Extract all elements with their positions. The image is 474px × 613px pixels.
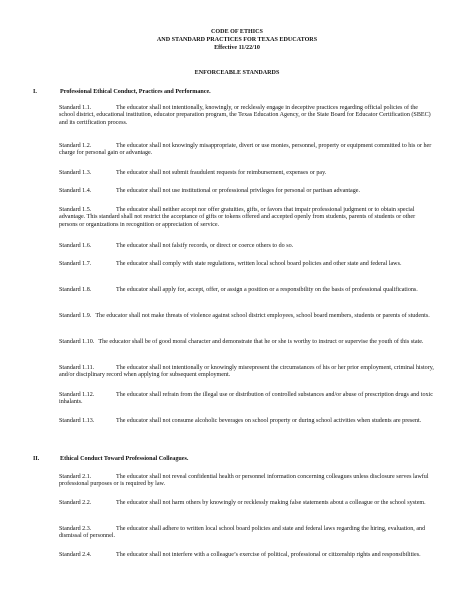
standard-text: The educator shall not harm others by knowingly or recklessly making false statements about a colleague or the school system. [116,500,426,506]
standard-text: The educator shall neither accept nor offer gratuities, gifts, or favors that impair professional judgment or to obtain special advantage. This standard shall not restrict the acceptance of gifts or tokens offered and accepted openly from students, parents of students or other persons or organizations in recognition or appreciation of service. [59,207,416,228]
standard-1-12 [59,392,434,407]
standard-text: The educator shall comply with state regulations, written local school board policies and other state and federal laws. [116,261,402,267]
section-title: Ethical Conduct Toward Professional Colleagues. [60,456,189,462]
standard-label: Standard 1.6. [59,243,92,249]
standard-text: The educator shall not use institutional or professional privileges for personal or partisan advantage. [116,188,361,194]
section-number: II. [33,456,40,462]
standard-label: Standard 2.1. [59,474,92,480]
standard-label: Standard 2.4. [59,552,92,558]
standard-1-2 [59,143,434,158]
standard-label: Standard 1.13. [59,418,95,424]
standard-text: The educator shall not intentionally or knowingly misrepresent the circumstances of his or her prior employment, criminal history, and/or disciplinary record when applying for subsequent employment. [59,365,434,379]
enforceable-standards-heading: ENFORCEABLE STANDARDS [194,70,280,76]
standard-text: The educator shall not falsify records, or direct or coerce others to do so. [116,243,294,249]
section-number: I. [33,89,37,95]
standard-1-4 [59,188,434,195]
header-effective-date: Effective 11/22/10 [214,45,260,52]
standard-label: Standard 1.4. [59,188,92,194]
standard-text: The educator shall not knowingly misappropriate, divert or use monies, personnel, property or equipment committed to his or her charge for personal gain or advantage. [59,143,432,157]
standard-text: The educator shall not interfere with a colleague’s exercise of political, professional or citizenship rights and responsibilities. [116,552,421,558]
header-title: CODE OF ETHICS [211,29,263,35]
standard-1-3 [59,170,434,177]
standard-label: Standard 1.10. [59,339,95,345]
standard-2-2 [59,500,434,507]
standard-text: The educator shall not make threats of violence against school district employees, school board members, students or parents of students. [95,313,430,319]
standard-label: Standard 1.3. [59,170,92,176]
standard-text: The educator shall not intentionally, knowingly, or recklessly engage in deceptive practices regarding official policies of the school district, educational institution, educator preparation program, the Texas Education Agency, or the State Board for Educator Certification (SBEC) and its certification process. [59,105,431,126]
standard-text: The educator shall not reveal confidential health or personnel information concerning colleagues unless disclosure serves lawful professional purposes or is required by law. [59,474,429,488]
standard-label: Standard 1.12. [59,392,95,398]
standard-text: The educator shall be of good moral character and demonstrate that he or she is worthy to instruct or supervise the youth of this state. [98,339,424,345]
standard-1-13 [59,418,434,425]
standard-label: Standard 1.7. [59,261,92,267]
section-heading-2 [33,456,188,463]
standard-1-8 [59,287,434,294]
standard-label: Standard 2.3. [59,526,92,532]
standard-label: Standard 1.5. [59,207,92,213]
standard-text: The educator shall adhere to written local school board policies and state and federal laws regarding the hiring, evaluation, and dismissal of personnel. [59,526,426,540]
standard-1-11 [59,365,434,380]
standard-1-10 [59,339,434,346]
standard-label: Standard 1.8. [59,287,92,293]
standard-2-3 [59,526,434,541]
standard-1-9 [59,313,434,320]
standard-1-7 [59,261,434,268]
standard-1-6 [59,243,434,250]
standard-text: The educator shall not submit fraudulent requests for reimbursement, expenses or pay. [116,170,327,176]
header-subtitle: AND STANDARD PRACTICES FOR TEXAS EDUCATORS [156,37,318,44]
standard-text: The educator shall apply for, accept, offer, or assign a position or a responsibility on the basis of professional qualifications. [116,287,418,293]
standard-2-1 [59,474,434,489]
standard-label: Standard 1.1. [59,105,92,111]
document-header [0,28,474,53]
section-title: Professional Ethical Conduct, Practices and Performance. [60,89,211,95]
standard-text: The educator shall not consume alcoholic beverages on school property or during school activities when students are present. [116,418,422,424]
standard-2-4 [59,552,434,559]
standard-label: Standard 1.9. [59,313,92,319]
standard-label: Standard 1.2. [59,143,92,149]
standard-1-1 [59,105,434,127]
standard-label: Standard 1.11. [59,365,95,371]
standard-label: Standard 2.2. [59,500,92,506]
section-heading-1 [33,89,211,96]
standard-text: The educator shall refrain from the illegal use or distribution of controlled substances and/or abuse of prescription drugs and toxic inhalants. [59,392,433,406]
standard-1-5 [59,207,434,229]
